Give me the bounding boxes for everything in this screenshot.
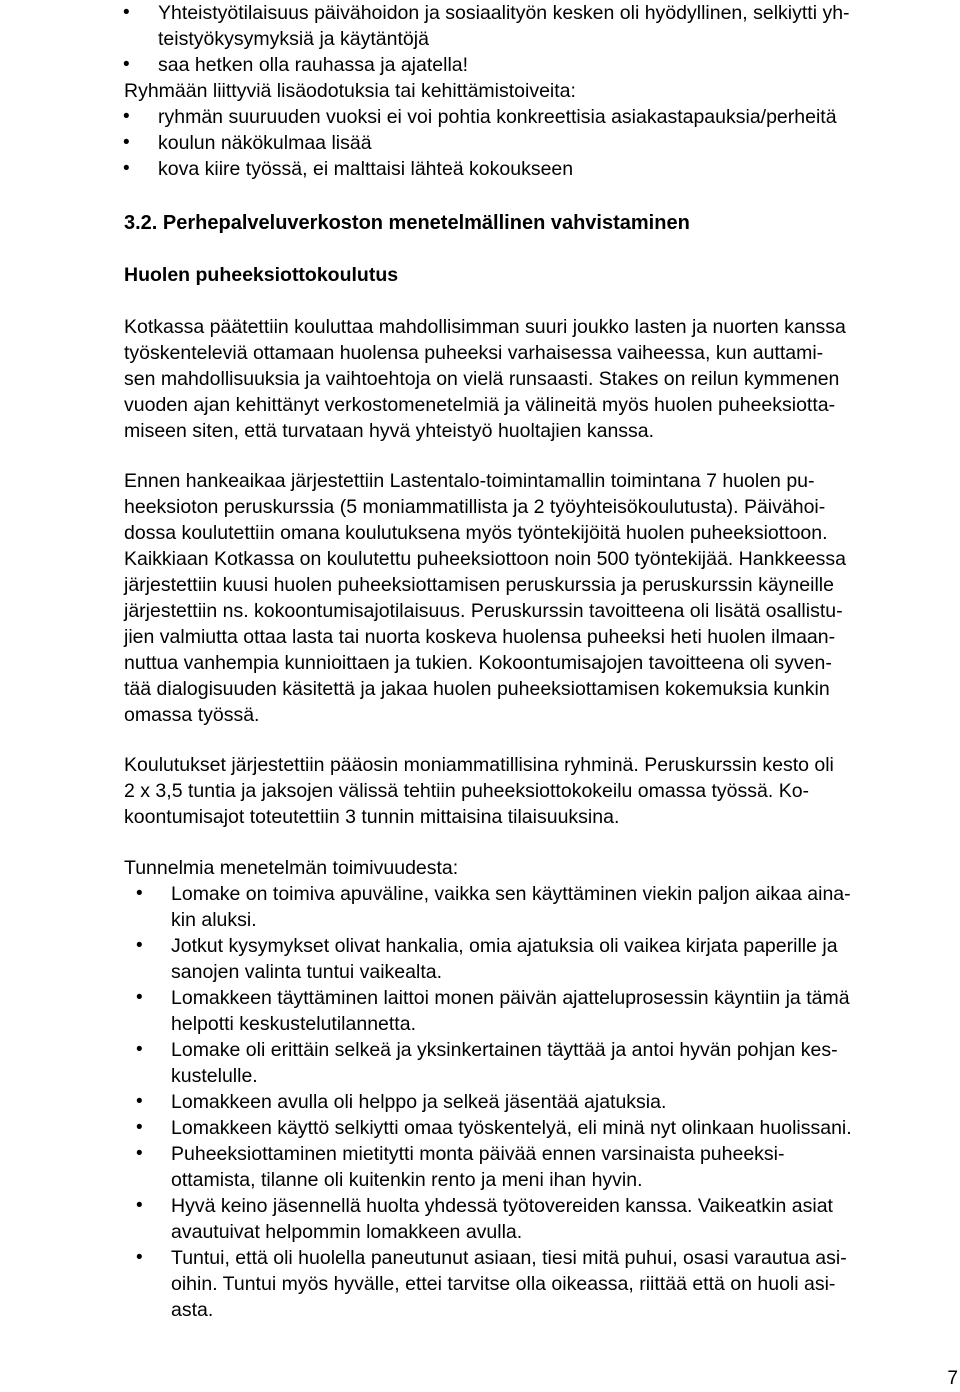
- paragraph-line: järjestettiin ns. kokoontumisajotilaisuus. Peruskurssin tavoitteena oli lisätä osallistu-: [124, 600, 843, 622]
- list-item-line: avautuivat helpommin lomakkeen avulla.: [171, 1221, 523, 1243]
- list-item: [171, 1115, 956, 1141]
- paragraph-line: tää dialogisuuden käsitettä ja jakaa huolen puheeksiottamisen kokemuksia kunkin: [124, 678, 830, 700]
- paragraph-line: heeksioton peruskurssia (5 moniammatillista ja 2 työyhteisökoulutusta). Päivähoi-: [124, 496, 826, 518]
- list-item-line: ottamista, tilanne oli kuitenkin rento ja meni ihan hyvin.: [171, 1169, 643, 1191]
- list-item-line: • saa hetken olla rauhassa ja ajatella!: [158, 54, 469, 76]
- list-item: • kova kiire työssä, ei malttaisi lähteä kokoukseen: [158, 156, 958, 182]
- list-item-line: asta.: [171, 1299, 214, 1321]
- list-item-line: teistyökysymyksiä ja käytäntöjä: [158, 28, 429, 50]
- list-item-line: • Lomakkeen täyttäminen laittoi monen päivän ajatteluprosessin käyntiin ja tämä: [171, 987, 850, 1009]
- list-item-line: • Tuntui, että oli huolella paneutunut asiaan, tiesi mitä puhui, osasi varautua asi-: [171, 1247, 847, 1269]
- paragraph-line: työskenteleviä ottamaan huolensa puheeksi varhaisessa vaiheessa, kun auttami-: [124, 342, 824, 364]
- paragraph-line: Kotkassa päätettiin kouluttaa mahdollisimman suuri joukko lasten ja nuorten kanssa: [124, 316, 846, 338]
- paragraph-line: vuoden ajan kehittänyt verkostomenetelmiä ja välineitä myös huolen puheeksiotta-: [124, 394, 836, 416]
- paragraph-line: dossa koulutettiin omana koulutuksena myös työntekijöitä huolen puheeksiottoon.: [124, 522, 828, 544]
- paragraph-line: omassa työssä.: [124, 704, 260, 726]
- list-item: [171, 1245, 956, 1323]
- list-item-line: • Yhteistyötilaisuus päivähoidon ja sosiaalityön kesken oli hyödyllinen, selkiytti yh-: [158, 2, 850, 24]
- section-heading: 3.2. Perhepalveluverkoston menetelmällinen vahvistaminen: [124, 212, 690, 234]
- list-item: [171, 1141, 956, 1193]
- list-item: [158, 0, 958, 52]
- development-intro: Ryhmään liittyviä lisäodotuksia tai kehittämistoiveita:: [124, 80, 576, 102]
- list-item-line: oihin. Tuntui myös hyvälle, ettei tarvitse olla oikeassa, riittää että on huoli asi-: [171, 1273, 836, 1295]
- feedback-bullet-list: [171, 881, 956, 1323]
- list-item: [171, 933, 956, 985]
- list-item-line: sanojen valinta tuntui vaikealta.: [171, 961, 443, 983]
- feedback-intro: Tunnelmia menetelmän toimivuudesta:: [124, 857, 459, 879]
- paragraph-line: jien valmiutta ottaa lasta tai nuorta koskeva huolensa puheeksi heti huolen ilmaan-: [124, 626, 836, 648]
- paragraph-line: järjestettiin kuusi huolen puheeksiottamisen peruskurssia ja peruskurssin käyneille: [124, 574, 834, 596]
- subheading: Huolen puheeksiottokoulutus: [124, 264, 399, 286]
- list-item-line: • Hyvä keino jäsennellä huolta yhdessä työtovereiden kanssa. Vaikeatkin asiat: [171, 1195, 833, 1217]
- paragraph-2: [124, 468, 960, 728]
- paragraph-line: nuttua vanhempia kunnioittaen ja tukien. Kokoontumisajojen tavoitteena oli syven-: [124, 652, 832, 674]
- list-item-line: • Puheeksiottaminen mietitytti monta päivää ennen varsinaista puheeksi-: [171, 1143, 785, 1165]
- list-item-line: • Lomakkeen avulla oli helppo ja selkeä jäsentää ajatuksia.: [171, 1091, 667, 1113]
- list-item: [171, 1193, 956, 1245]
- list-item-line: • Lomake on toimiva apuväline, vaikka sen käyttäminen viekin paljon aikaa aina-: [171, 883, 851, 905]
- paragraph-1: [124, 314, 960, 444]
- list-item: [171, 1089, 956, 1115]
- list-item: [171, 1037, 956, 1089]
- list-item-line: • Lomake oli erittäin selkeä ja yksinkertainen täyttää ja antoi hyvän pohjan kes-: [171, 1039, 838, 1061]
- paragraph-line: Ennen hankeaikaa järjestettiin Lastentalo-toimintamallin toimintana 7 huolen pu-: [124, 470, 815, 492]
- list-item: [171, 985, 956, 1037]
- paragraph-line: sen mahdollisuuksia ja vaihtoehtoja on vielä runsaasti. Stakes on reilun kymmenen: [124, 368, 840, 390]
- list-item: [158, 52, 958, 78]
- paragraph-3: [124, 752, 960, 830]
- development-bullet-list: [158, 104, 958, 182]
- page-number: 7: [947, 1368, 958, 1389]
- paragraph-line: Kaikkiaan Kotkassa on koulutettu puheeksiottoon noin 500 työntekijää. Hankkeessa: [124, 548, 846, 570]
- top-bullet-list: [158, 0, 958, 78]
- list-item: [171, 881, 956, 933]
- list-item-line: kustelulle.: [171, 1065, 258, 1087]
- list-item-line: • Jotkut kysymykset olivat hankalia, omia ajatuksia oli vaikea kirjata paperille ja: [171, 935, 838, 957]
- paragraph-line: Koulutukset järjestettiin pääosin moniammatillisina ryhminä. Peruskurssin kesto oli: [124, 754, 834, 776]
- list-item-line: • Lomakkeen käyttö selkiytti omaa työskentelyä, eli minä nyt olinkaan huolissani.: [171, 1117, 852, 1139]
- paragraph-line: 2 x 3,5 tuntia ja jaksojen välissä tehtiin puheeksiottokokeilu omassa työssä. Ko-: [124, 780, 810, 802]
- paragraph-line: koontumisajot toteutettiin 3 tunnin mittaisina tilaisuuksina.: [124, 806, 620, 828]
- list-item: • ryhmän suuruuden vuoksi ei voi pohtia konkreettisia asiakastapauksia/perheitä: [158, 104, 958, 130]
- list-item-line: helpotti keskustelutilannetta.: [171, 1013, 416, 1035]
- list-item: • koulun näkökulmaa lisää: [158, 130, 958, 156]
- list-item-line: kin aluksi.: [171, 909, 257, 931]
- paragraph-line: miseen siten, että turvataan hyvä yhteistyö huoltajien kanssa.: [124, 420, 655, 442]
